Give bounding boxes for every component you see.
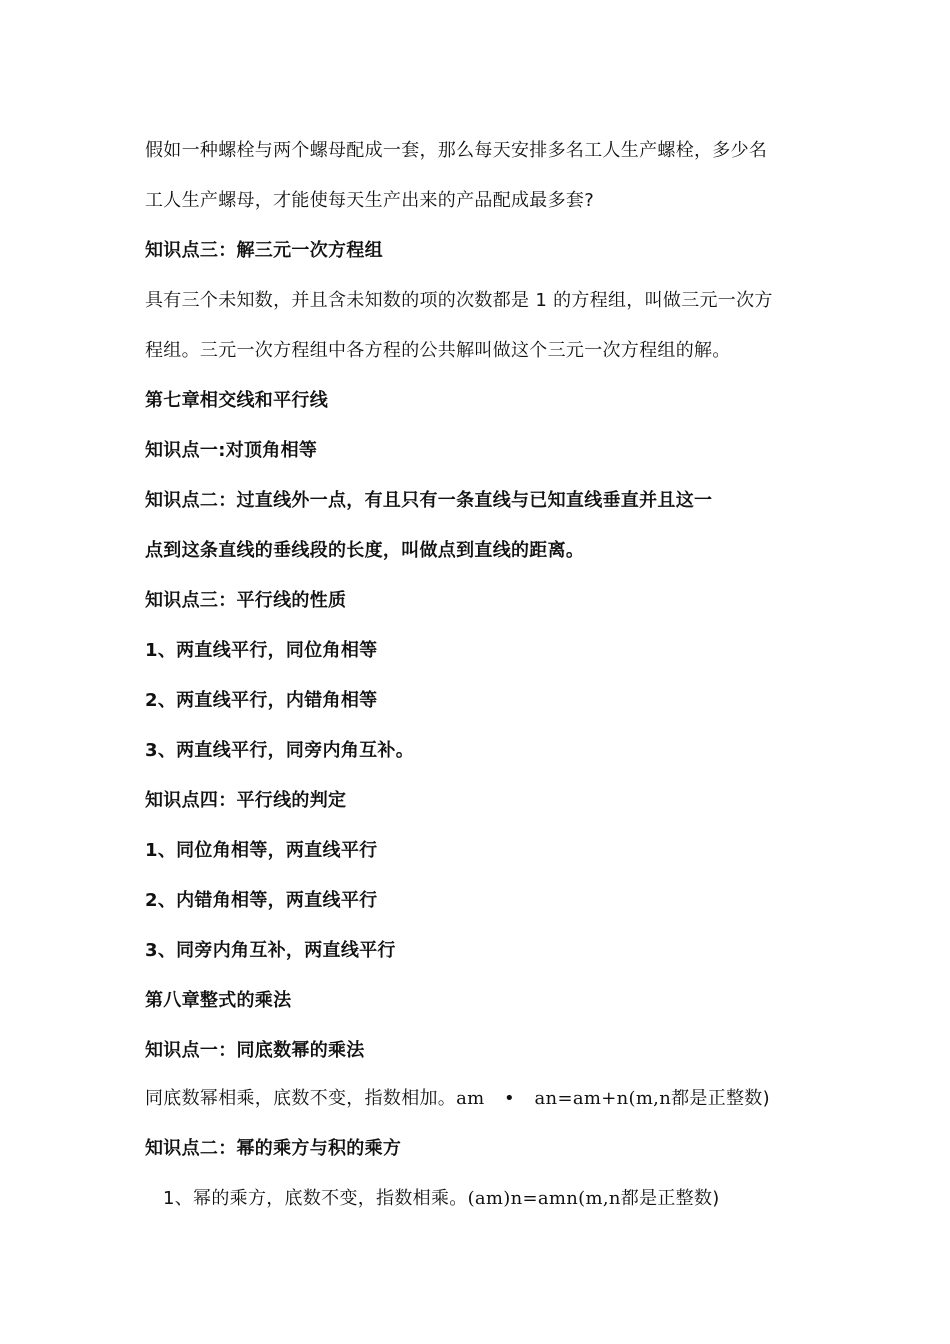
- list-item: 1、两直线平行，同位角相等: [145, 640, 378, 661]
- formula-tail: 都是正整数): [620, 1188, 720, 1209]
- section-heading: 知识点三：平行线的性质: [145, 590, 347, 611]
- paragraph-line: 工人生产螺母，才能使每天生产出来的产品配成最多套?: [145, 190, 595, 211]
- list-item: 3、同旁内角互补，两直线平行: [145, 940, 396, 961]
- list-item: 1、同位角相等，两直线平行: [145, 840, 378, 861]
- paragraph-line: 具有三个未知数，并且含未知数的项的次数都是 1 的方程组，叫做三元一次方: [145, 290, 773, 311]
- formula-tail: 都是正整数): [671, 1088, 770, 1109]
- section-heading: 知识点一:对顶角相等: [145, 440, 318, 461]
- formula-text: 同底数幂相乘，底数不变，指数相加。: [145, 1088, 457, 1109]
- section-heading: 知识点四：平行线的判定: [145, 790, 347, 811]
- list-item: 3、两直线平行，同旁内角互补。: [145, 740, 415, 761]
- chapter-heading: 第七章相交线和平行线: [145, 390, 328, 411]
- section-heading: 知识点二：过直线外一点，有且只有一条直线与已知直线垂直并且这一: [145, 490, 713, 511]
- formula-line: [145, 1087, 805, 1111]
- formula-part: an=am+n(m,n: [534, 1088, 672, 1109]
- multiply-dot: •: [504, 1088, 515, 1109]
- formula-part: (am)n=amn(m,n: [467, 1188, 621, 1209]
- list-item: 2、内错角相等，两直线平行: [145, 890, 378, 911]
- formula-part: am: [456, 1088, 485, 1109]
- paragraph-line: 点到这条直线的垂线段的长度，叫做点到直线的距离。: [145, 540, 585, 561]
- formula-line: [163, 1187, 823, 1211]
- formula-text: 1、幂的乘方，底数不变，指数相乘。: [163, 1188, 468, 1209]
- section-heading: 知识点三：解三元一次方程组: [145, 240, 383, 261]
- section-heading: 知识点一：同底数幂的乘法: [145, 1040, 365, 1061]
- paragraph-line: 假如一种螺栓与两个螺母配成一套，那么每天安排多名工人生产螺栓，多少名: [145, 140, 768, 161]
- list-item: 2、两直线平行，内错角相等: [145, 690, 378, 711]
- paragraph-line: 程组。三元一次方程组中各方程的公共解叫做这个三元一次方程组的解。: [145, 340, 731, 361]
- section-heading: 知识点二：幂的乘方与积的乘方: [145, 1138, 402, 1159]
- chapter-heading: 第八章整式的乘法: [145, 990, 292, 1011]
